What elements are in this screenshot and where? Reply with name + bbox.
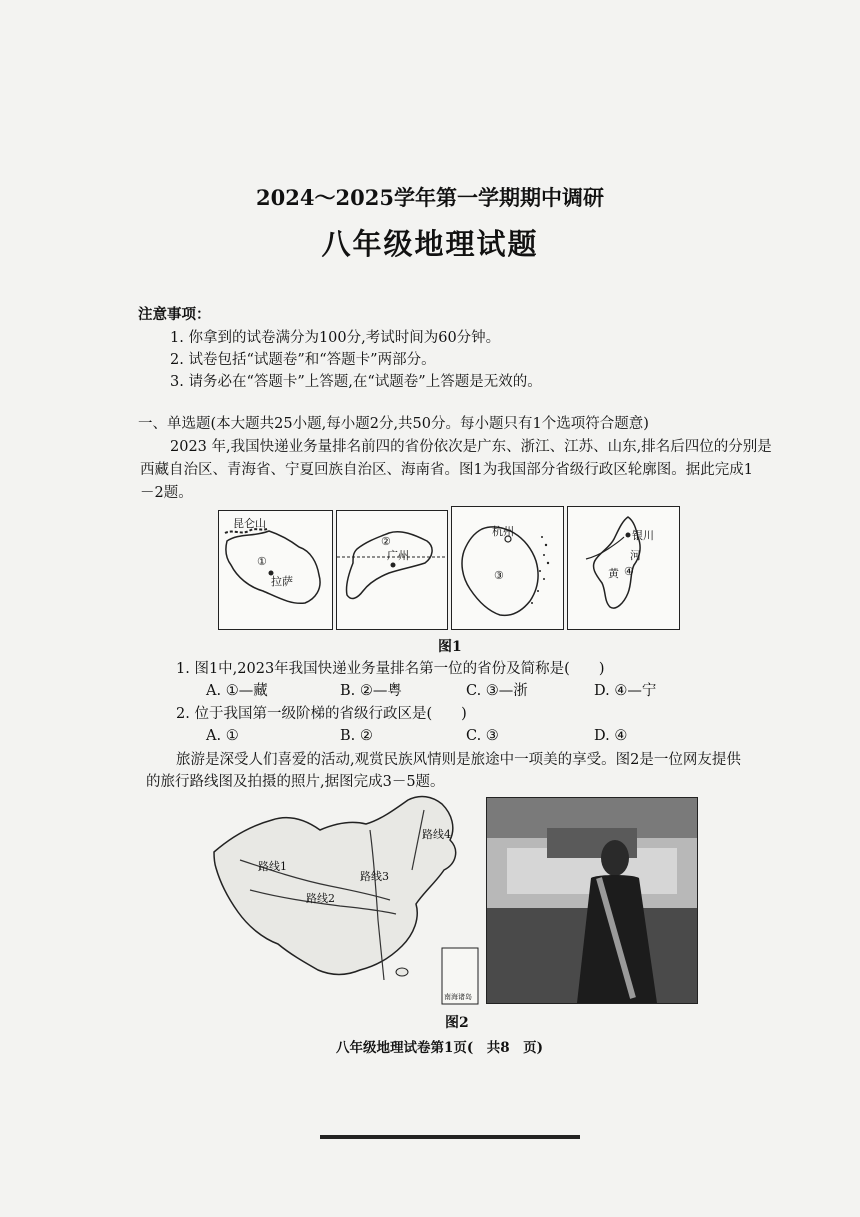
intro-line-2: 西藏自治区、青海省、宁夏回族自治区、海南省。图1为我国部分省级行政区轮廓图。据此完成1 [140, 462, 753, 478]
figure2-caption: 图2 [445, 1015, 469, 1031]
q2-option-a: A. ① [206, 728, 239, 744]
route1-label: 路线1 [258, 860, 287, 873]
page-footer: 八年级地理试卷第1页( 共8 页) [336, 1040, 544, 1056]
map-guangdong [336, 510, 448, 630]
bottom-edge-bar [320, 1135, 580, 1139]
q2-option-d: D. ④ [594, 728, 628, 744]
notice-item-3: 3. 请务必在“答题卡”上答题,在“试题卷”上答题是无效的。 [170, 374, 542, 390]
q1-stem: 1. 图1中,2023年我国快递业务量排名第一位的省份及简称是( ) [176, 661, 605, 677]
route3-label: 路线3 [360, 870, 389, 883]
intro-line-1: 2023 年,我国快递业务量排名前四的省份依次是广东、浙江、江苏、山东,排名后四位的分别是 [170, 439, 772, 455]
travel-photo [486, 797, 698, 1004]
q2-option-b: B. ② [340, 728, 373, 744]
map2-label-num: ② [381, 535, 391, 548]
map2-label-guangzhou: 广州 [387, 549, 409, 562]
map-tibet [218, 510, 333, 630]
exam-subtitle: 八年级地理试题 [321, 227, 539, 261]
route4-label: 路线4 [422, 828, 451, 841]
route2-label: 路线2 [306, 892, 335, 905]
q1-option-a: A. ①—藏 [206, 683, 268, 699]
q1-option-c: C. ③—浙 [466, 683, 528, 699]
intro-line-3: －2题。 [140, 485, 193, 501]
intro2-line-1: 旅游是深受人们喜爱的活动,观赏民族风情则是旅途中一项美的享受。图2是一位网友提供 [176, 752, 741, 768]
q1-option-b: B. ②—粤 [340, 683, 402, 699]
notice-item-2: 2. 试卷包括“试题卷”和“答题卡”两部分。 [170, 352, 436, 368]
q2-stem: 2. 位于我国第一级阶梯的省级行政区是( ) [176, 706, 467, 722]
photo-illustration [487, 798, 697, 1003]
china-outline [210, 790, 482, 1008]
map4-label-huang: 黄 [608, 567, 619, 580]
map1-label-lhasa: 拉萨 [271, 575, 293, 588]
inset-label: 南海诸岛 [444, 993, 472, 1001]
figure1-caption: 图1 [438, 639, 462, 655]
map1-label-num: ① [257, 555, 267, 568]
q2-option-c: C. ③ [466, 728, 499, 744]
map-zhejiang [451, 506, 564, 630]
notice-heading: 注意事项： [138, 306, 211, 323]
section-heading: 一、单选题(本大题共25小题,每小题2分,共50分。每小题只有1个选项符合题意) [138, 416, 649, 432]
china-route-map [210, 790, 482, 1008]
map3-label-num: ③ [494, 569, 504, 582]
map-ningxia [567, 506, 680, 630]
map3-label-hangzhou: 杭州 [492, 525, 514, 538]
q1-option-d: D. ④—宁 [594, 683, 657, 699]
notice-item-1: 1. 你拿到的试卷满分为100分,考试时间为60分钟。 [170, 330, 501, 346]
map4-label-he: 河 [630, 549, 641, 562]
exam-title: 2024～2025学年第一学期期中调研 [256, 185, 604, 210]
map4-label-num: ④ [624, 565, 634, 578]
map1-label-kunlun: 昆仑山 [233, 517, 266, 530]
guangdong-outline [337, 511, 447, 629]
map4-label-yinchuan: 银川 [632, 529, 654, 542]
intro2-line-2: 的旅行路线图及拍摄的照片,据图完成3－5题。 [146, 774, 445, 790]
